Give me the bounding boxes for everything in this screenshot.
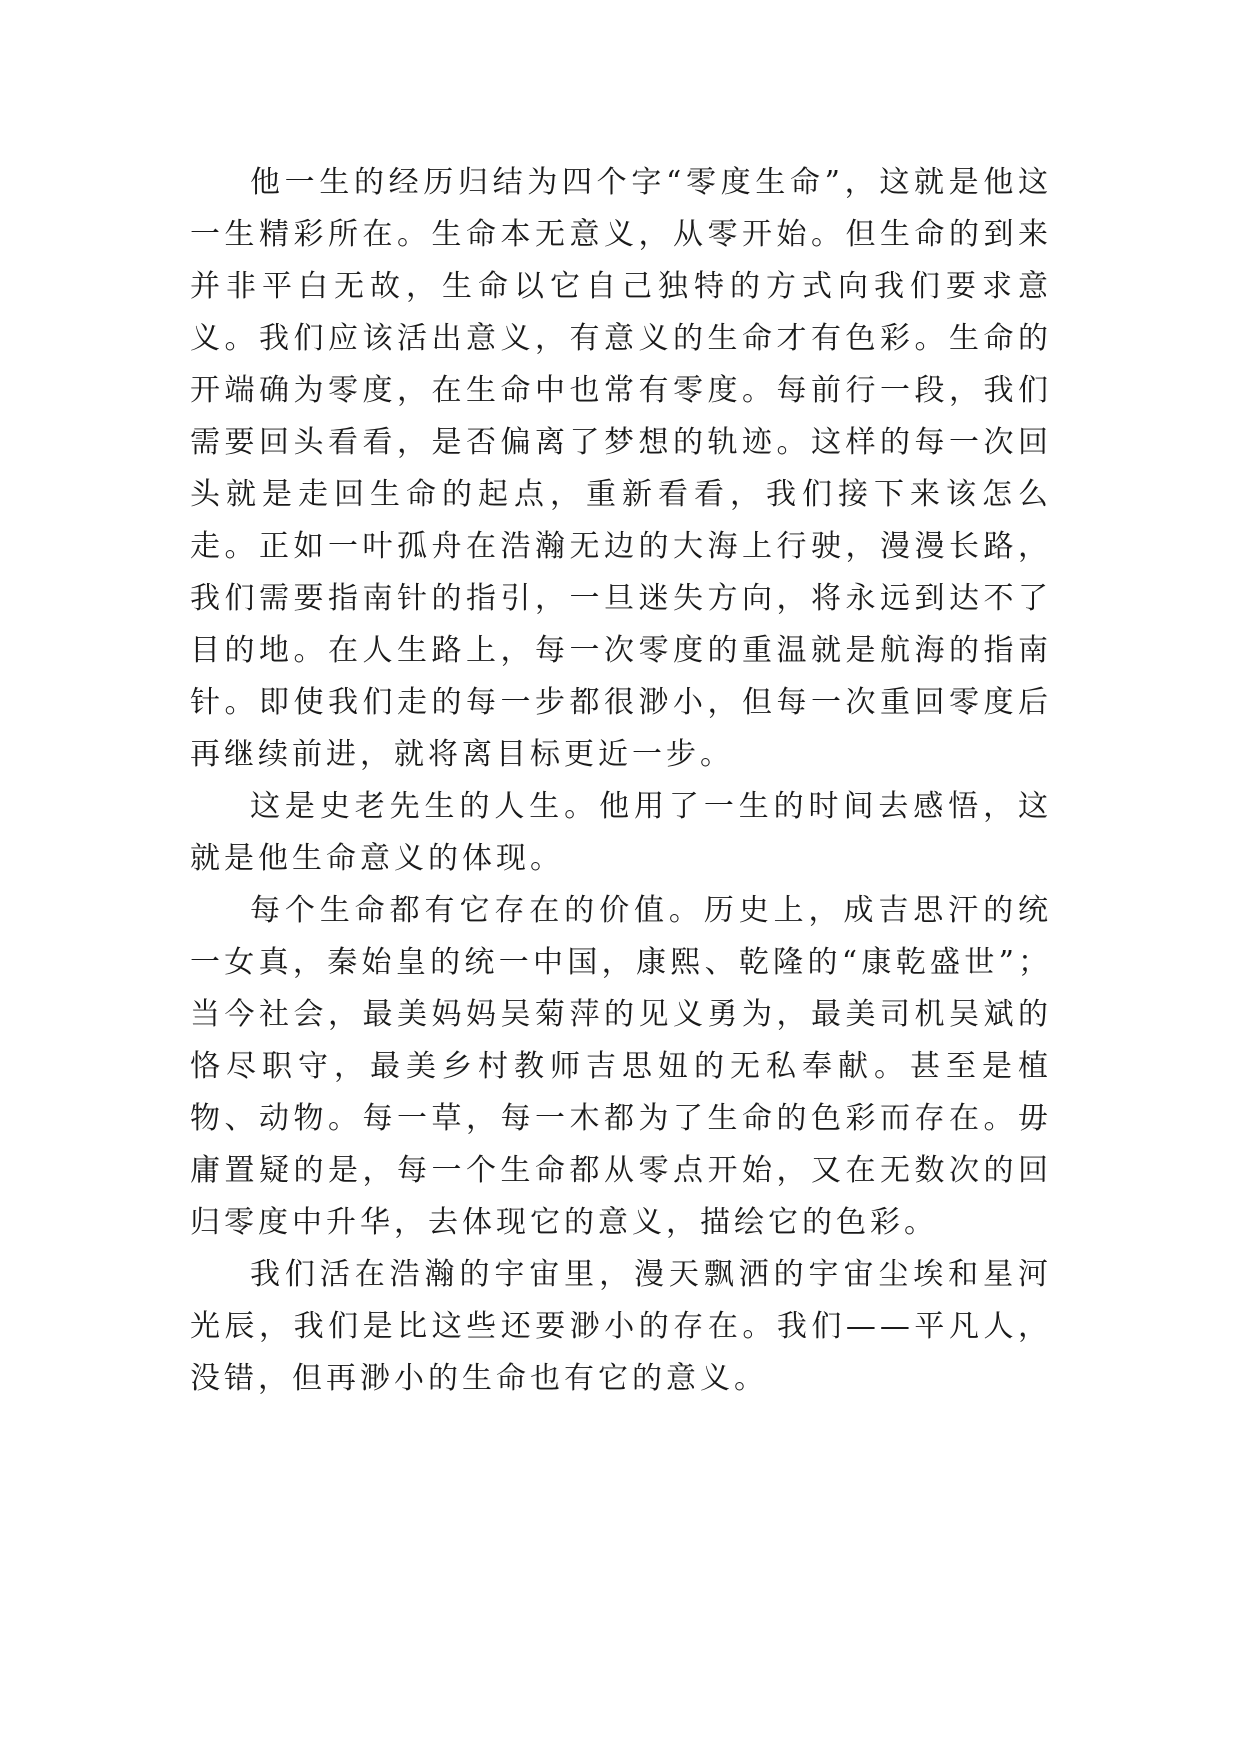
paragraph-2: 这是史老先生的人生。他用了一生的时间去感悟，这就是他生命意义的体现。 — [190, 789, 1052, 876]
paragraph-3: 每个生命都有它存在的价值。历史上，成吉思汗的统一女真，秦始皇的统一中国，康熙、乾隆的“康乾盛世”；当今社会，最美妈妈吴菊萍的见义勇为，最美司机吴斌的恪尽职守，最美乡村教师吉思妞的无私奉献。甚至是植物、动物。每一草，每一木都为了生命的色彩而存在。毋庸置疑的是，每一个生命都从零点开始，又在无数次的回归零度中升华，去体现它的意义，描绘它的色彩。 — [190, 893, 1052, 1240]
paragraph-1: 他一生的经历归结为四个字“零度生命”，这就是他这一生精彩所在。生命本无意义，从零开始。但生命的到来并非平白无故，生命以它自己独特的方式向我们要求意义。我们应该活出意义，有意义的生命才有色彩。生命的开端确为零度，在生命中也常有零度。每前行一段，我们需要回头看看，是否偏离了梦想的轨迹。这样的每一次回头就是走回生命的起点，重新看看，我们接下来该怎么走。正如一叶孤舟在浩瀚无边的大海上行驶，漫漫长路，我们需要指南针的指引，一旦迷失方向，将永远到达不了目的地。在人生路上，每一次零度的重温就是航海的指南针。即使我们走的每一步都很渺小，但每一次重回零度后再继续前进，就将离目标更近一步。 — [190, 165, 1052, 772]
document-body — [190, 157, 1052, 1405]
paragraph-4: 我们活在浩瀚的宇宙里，漫天飘洒的宇宙尘埃和星河光辰，我们是比这些还要渺小的存在。我们——平凡人，没错，但再渺小的生命也有它的意义。 — [190, 1257, 1052, 1396]
